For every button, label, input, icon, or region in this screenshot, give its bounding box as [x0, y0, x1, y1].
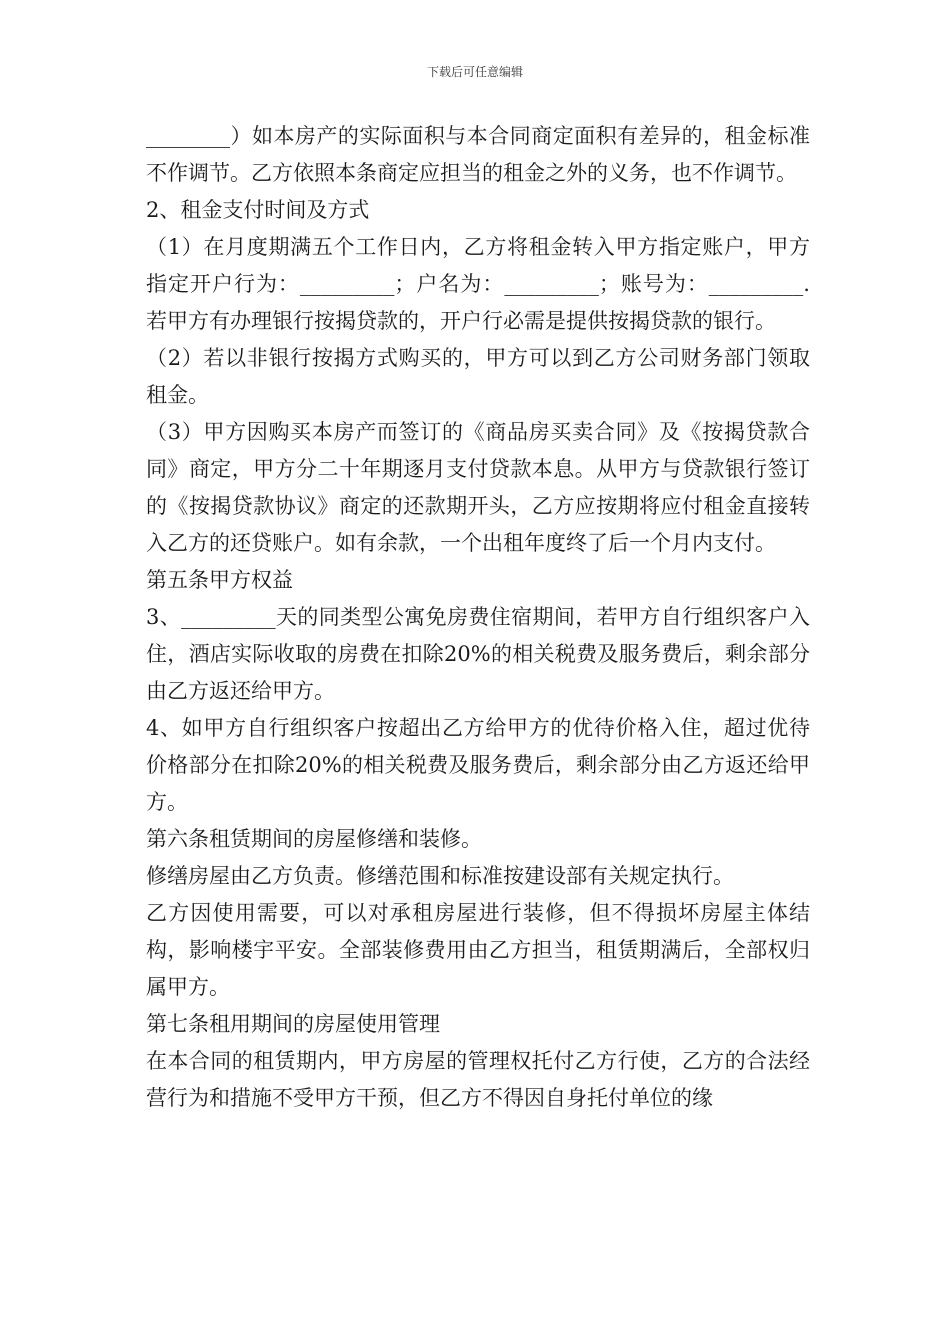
- document-body: [146, 118, 810, 1117]
- paragraph-preferential-price: 4、如甲方自行组织客户按超出乙方给甲方的优待价格入住，超过优待价格部分在扣除20%的相关税费及服务费后，剩余部分由乙方返还给甲方。: [146, 716, 810, 814]
- section-heading-rent-payment: 2、租金支付时间及方式: [146, 198, 370, 222]
- paragraph-management: 在本合同的租赁期内，甲方房屋的管理权托付乙方行使，乙方的合法经营行为和措施不受甲方干预，但乙方不得因自身托付单位的缘: [146, 1049, 810, 1110]
- paragraph-non-mortgage-payment: （2）若以非银行按揭方式购买的，甲方可以到乙方公司财务部门领取租金。: [146, 346, 810, 407]
- paragraph-payment-account: （1）在月度期满五个工作日内，乙方将租金转入甲方指定账户，甲方指定开户行为：_________；户名为：_________；账号为：_________.若甲方有办理银行按揭贷款的，开户行必需是提供按揭贷款的银行。: [146, 235, 810, 333]
- article-heading-6: 第六条租赁期间的房屋修缮和装修。: [146, 827, 482, 851]
- paragraph-free-stay: 3、_________天的同类型公寓免房费住宿期间，若甲方自行组织客户入住，酒店实际收取的房费在扣除20%的相关税费及服务费后，剩余部分由乙方返还给甲方。: [146, 605, 810, 703]
- paragraph-decoration: 乙方因使用需要，可以对承租房屋进行装修，但不得损坏房屋主体结构，影响楼宇平安。全部装修费用由乙方担当，租赁期满后，全部权归属甲方。: [146, 901, 810, 999]
- paragraph-mortgage-contract: （3）甲方因购买本房产而签订的《商品房买卖合同》及《按揭贷款合同》商定，甲方分二十年期逐月支付贷款本息。从甲方与贷款银行签订的《按揭贷款协议》商定的还款期开头，乙方应按期将应付租金直接转入乙方的还贷账户。如有余款，一个出租年度终了后一个月内支付。: [146, 420, 810, 555]
- article-heading-5: 第五条甲方权益: [146, 568, 293, 592]
- article-heading-7: 第七条租用期间的房屋使用管理: [146, 1012, 440, 1036]
- paragraph-rent-area-adjustment: ________）如本房产的实际面积与本合同商定面积有差异的，租金标准不作调节。乙方依照本条商定应担当的租金之外的义务，也不作调节。: [146, 124, 810, 185]
- page-header: 下载后可任意编辑: [426, 65, 523, 79]
- paragraph-repairs: 修缮房屋由乙方负责。修缮范围和标准按建设部有关规定执行。: [146, 864, 734, 888]
